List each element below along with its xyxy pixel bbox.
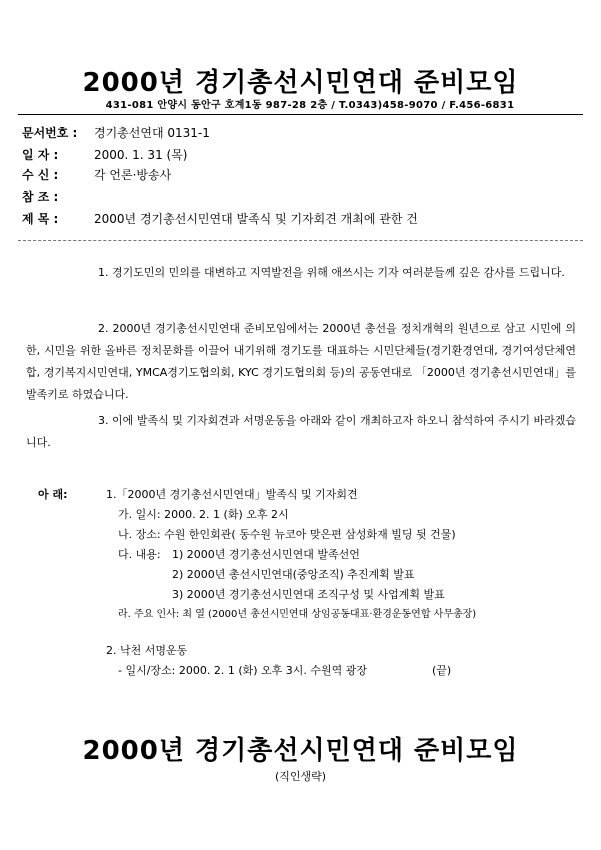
date-row [22, 146, 187, 164]
reference-label: 참 조 : [22, 190, 59, 204]
date-label: 일 자 : [22, 148, 59, 162]
details-content-3: 3) 2000년 경기총선시민연대 조직구성 및 사업계획 발표 [172, 588, 445, 601]
paragraph-1-text: 1. 경기도민의 민의를 대변하고 지역발전을 위해 애쓰시는 기자 여러분들께 깊은 감사를 드립니다. [98, 266, 565, 279]
letterhead-rule [18, 114, 583, 115]
details-item-2-detail: - 일시/장소: 2000. 2. 1 (화) 오후 3시. 수원역 광장 [118, 664, 368, 677]
details-label: 아 래: [38, 488, 68, 501]
date-value: 2000. 1. 31 (목) [94, 148, 188, 162]
doc-number-row [22, 124, 210, 142]
details-content-label: 다. 내용: [118, 548, 161, 561]
doc-number-label: 문서번호 : [22, 126, 78, 140]
letterhead-title: 2000년 경기총선시민연대 준비모임 [82, 68, 519, 98]
subject-row [22, 210, 418, 228]
details-content-1: 1) 2000년 경기총선시민연대 발족선언 [172, 548, 360, 561]
details-item-1: 1.「2000년 경기총선시민연대」발족식 및 기자회견 [106, 488, 358, 501]
subject-value: 2000년 경기총선시민연대 발족식 및 기자회견 개최에 관한 건 [94, 212, 418, 226]
recipient-label: 수 신 : [22, 168, 59, 182]
recipient-value: 각 언론·방송사 [94, 168, 172, 182]
letterhead-address: 431-081 안양시 동안구 호계1동 987-28 2층 / T.0343)458-9070 / F.456-6831 [105, 100, 515, 111]
paragraph-3 [26, 410, 576, 454]
paragraph-3-text: 3. 이에 발족식 및 기자회견과 서명운동을 아래와 같이 개최하고자 하오니 참석하여 주시기 바라겠습니다. [26, 414, 576, 449]
reference-row [22, 188, 94, 206]
paragraph-1 [26, 262, 576, 284]
doc-number-value: 경기총선연대 0131-1 [94, 126, 210, 140]
paragraph-2-text: 2. 2000년 경기총선시민연대 준비모임에서는 2000년 총선을 정치개혁의 원년으로 삼고 시민에 의한, 시민을 위한 올바른 정치문화를 이끌어 내기위해 경기도를 대표하는 시민단체들(경기환경연대, 경기여성단체연합, 경기복지시민연대, YMCA경기도협의회, KYC 경기도협의회 등)의 공동연대로 「2000년 경기총선시민연대」를 발족키로 하였습니다. [26, 322, 576, 401]
paragraph-2 [26, 318, 576, 406]
footer-title: 2000년 경기총선시민연대 준비모임 [82, 736, 519, 766]
end-mark: (끝) [432, 664, 452, 677]
details-content-2: 2) 2000년 총선시민연대(중앙조직) 추진계획 발표 [172, 568, 415, 581]
subject-label: 제 목 : [22, 212, 59, 226]
recipient-row [22, 166, 171, 184]
details-place: 나. 장소: 수원 한인회관( 동수원 뉴코아 맞은편 삼성화재 빌딩 뒷 건물) [118, 528, 456, 541]
details-item-2: 2. 낙천 서명운동 [106, 644, 188, 657]
details-people: 라. 주요 인사: 최 열 (2000년 총선시민연대 상임공동대표·환경운동연합 사무총장) [118, 609, 477, 620]
header-divider [18, 240, 583, 241]
details-time: 가. 일시: 2000. 2. 1 (화) 오후 2시 [118, 508, 289, 521]
seal-note: (직인생략) [274, 770, 327, 783]
